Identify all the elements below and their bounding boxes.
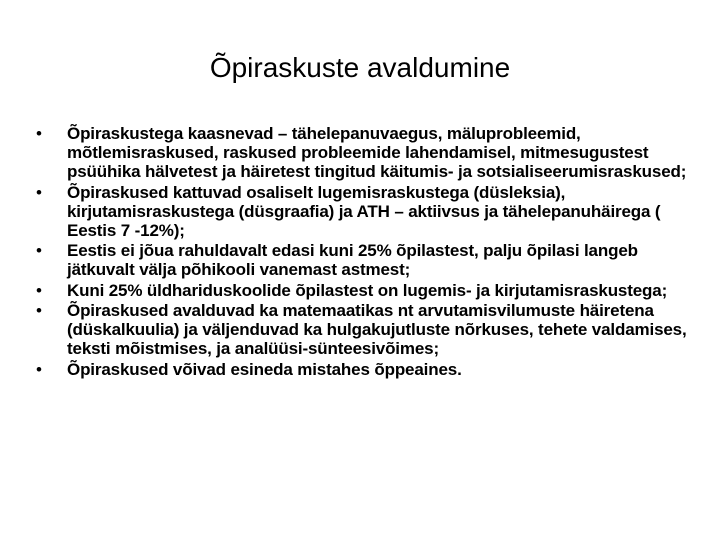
bullet-item: [36, 241, 696, 279]
bullet-item: [36, 360, 696, 379]
bullet-text: Kuni 25% üldhariduskoolide õpilastest on lugemis- ja kirjutamisraskustega;: [67, 280, 668, 300]
bullet-item: [36, 183, 696, 240]
bullet-icon: •: [36, 124, 42, 143]
bullet-icon: •: [36, 301, 42, 320]
bullet-item: [36, 281, 696, 300]
bullet-text: Õpiraskustega kaasnevad – tähelepanuvaegus, mäluprobleemid, mõtlemisraskused, raskused probleemide lahendamisel, mitmesugustest psüühika hälvetest ja häiretest tingitud käitumis- ja sotsialiseerumisraskused;: [67, 124, 687, 181]
bullet-icon: •: [36, 359, 42, 379]
bullet-list: [36, 124, 696, 380]
bullet-text: Õpiraskused avalduvad ka matemaatikas nt arvutamisvilumuste häiretena (düskalkuulia) ja väljenduvad ka hulgakujutluste nõrkuses, tehete valdamises, teksti mõistmises, ja analüüsi-sünteesivõimes;: [67, 301, 687, 358]
bullet-text: Õpiraskused võivad esineda mistahes õppeaines.: [67, 359, 462, 379]
bullet-icon: •: [36, 241, 42, 260]
bullet-item: [36, 124, 696, 181]
bullet-text: Eestis ei jõua rahuldavalt edasi kuni 25% õpilastest, palju õpilasi langeb jätkuvalt välja põhikooli vanemast astmest;: [67, 241, 638, 279]
bullet-icon: •: [36, 280, 42, 300]
bullet-item: [36, 301, 696, 358]
bullet-text: Õpiraskused kattuvad osaliselt lugemisraskustega (düsleksia), kirjutamisraskustega (düsgraafia) ja ATH – aktiivsus ja tähelepanuhäirega ( Eestis 7 -12%);: [67, 182, 661, 240]
slide-title: Õpiraskuste avaldumine: [209, 52, 511, 83]
bullet-icon: •: [36, 182, 42, 202]
